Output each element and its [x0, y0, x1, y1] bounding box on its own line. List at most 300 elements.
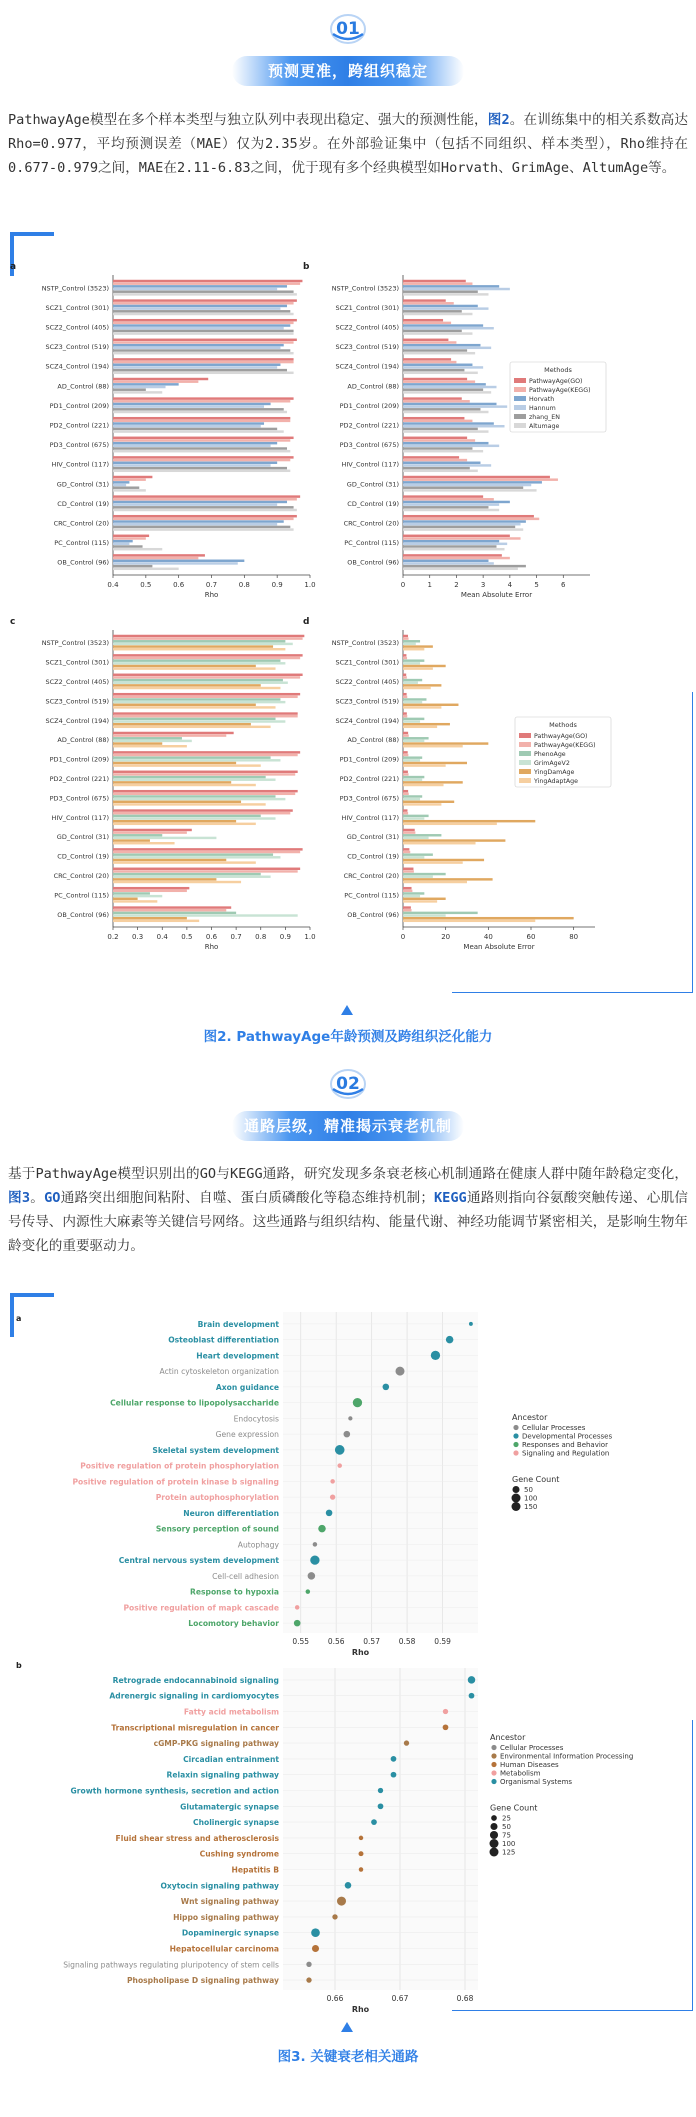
dot-plot-panel-a	[16, 1312, 612, 1657]
category-label: PC_Control (115)	[344, 539, 399, 548]
pathway-label: Hippo signaling pathway	[173, 1912, 279, 1922]
chart-legend	[490, 1733, 634, 1857]
bar	[113, 400, 290, 402]
bar	[113, 723, 251, 725]
bar	[403, 313, 472, 315]
bar	[113, 853, 273, 855]
data-point	[353, 1398, 362, 1407]
bar	[113, 447, 287, 449]
bar	[403, 643, 416, 645]
bar	[403, 654, 406, 656]
size-swatch	[491, 1815, 497, 1821]
data-point	[294, 1620, 301, 1627]
x-tick-label: 0.2	[107, 933, 119, 941]
bar	[403, 679, 422, 681]
category-label: CD_Control (19)	[347, 499, 399, 508]
bar	[403, 478, 558, 480]
bar	[403, 489, 537, 491]
data-point	[344, 1431, 351, 1438]
pathway-label: Dopaminergic synapse	[181, 1928, 279, 1938]
bar	[403, 364, 472, 366]
bar	[113, 637, 303, 639]
bar	[403, 520, 526, 522]
x-axis-label: Rho	[204, 943, 219, 951]
bar	[403, 408, 480, 410]
bar	[113, 302, 294, 304]
section-title-banner	[232, 1111, 464, 1141]
category-label: NSTP_Control (3523)	[331, 639, 399, 648]
category-label: OB_Control (96)	[57, 910, 109, 919]
bar	[113, 290, 294, 292]
size-entry: 75	[502, 1831, 511, 1840]
bar	[403, 439, 475, 441]
bar	[113, 718, 276, 720]
bar	[403, 548, 505, 550]
legend-swatch	[513, 1425, 518, 1430]
bar	[403, 456, 459, 458]
category-label: PD1_Control (209)	[339, 755, 399, 764]
bar	[403, 495, 483, 497]
bar	[113, 831, 187, 833]
x-tick-label: 0.5	[140, 581, 152, 589]
category-label: SCZ4_Control (194)	[45, 716, 109, 725]
bar	[113, 829, 192, 831]
x-axis-label: Rho	[351, 2005, 370, 2014]
bar	[403, 498, 494, 500]
plot-area	[283, 1312, 478, 1633]
bar	[113, 917, 187, 919]
legend-swatch	[519, 760, 531, 765]
section-number: 02	[336, 1074, 360, 1094]
x-tick-label: 0.3	[132, 933, 144, 941]
bar	[403, 662, 420, 664]
size-swatch	[490, 1848, 499, 1857]
section-1-paragraph	[8, 108, 688, 180]
bar	[113, 344, 284, 346]
bar	[113, 299, 297, 301]
x-tick-label: 0	[400, 933, 406, 941]
bar	[113, 679, 283, 681]
bar	[113, 762, 236, 764]
data-point	[295, 1605, 299, 1609]
bar	[113, 771, 298, 773]
bar	[113, 486, 139, 488]
category-label: GD_Control (31)	[56, 480, 109, 489]
bar	[403, 870, 414, 872]
bar	[403, 568, 518, 570]
bar	[403, 509, 499, 511]
x-tick-label: 0.9	[279, 933, 291, 941]
bar	[403, 873, 446, 875]
bar	[403, 698, 426, 700]
section-number-badge	[327, 1065, 369, 1101]
legend-entry: Altumage	[529, 423, 560, 430]
data-point	[443, 1724, 449, 1730]
bar	[403, 809, 407, 811]
bar	[113, 693, 300, 695]
size-entry: 100	[524, 1494, 538, 1503]
legend-entry: PathwayAge(GO)	[529, 378, 583, 385]
x-tick-label: 0.7	[205, 581, 218, 589]
bar	[403, 341, 456, 343]
category-label: CD_Control (19)	[57, 499, 109, 508]
category-label: PD1_Control (209)	[339, 401, 399, 410]
category-label: PC_Control (115)	[344, 891, 399, 900]
category-label: PC_Control (115)	[54, 891, 109, 900]
bar	[113, 310, 290, 312]
figure-reference: 图2	[487, 112, 510, 128]
bar	[113, 388, 146, 390]
pathway-label: Oxytocin signaling pathway	[160, 1881, 279, 1891]
bar	[113, 528, 294, 530]
bar	[403, 369, 464, 371]
bar	[113, 667, 276, 669]
bar	[113, 784, 256, 786]
pathway-label: Cell-cell adhesion	[212, 1571, 279, 1581]
paragraph-text: 。	[30, 1190, 45, 1206]
category-label: OB_Control (96)	[57, 558, 109, 567]
bar	[403, 322, 451, 324]
category-label: SCZ1_Control (301)	[45, 303, 109, 312]
bar	[113, 506, 294, 508]
bar	[403, 339, 448, 341]
category-label: PD2_Control (221)	[339, 775, 399, 783]
category-label: SCZ4_Control (194)	[335, 716, 399, 725]
bar	[113, 803, 266, 805]
bar	[113, 526, 290, 528]
category-label: SCZ3_Control (519)	[335, 697, 399, 706]
category-label: PD1_Control (209)	[49, 755, 109, 764]
bar	[113, 654, 303, 656]
legend-swatch	[514, 405, 526, 410]
pathway-label: cGMP-PKG signaling pathway	[153, 1739, 279, 1749]
bar	[403, 887, 412, 889]
bar	[403, 837, 429, 839]
legend-title: Methods	[544, 366, 572, 374]
bar	[403, 853, 433, 855]
bar	[403, 523, 521, 525]
pathway-label: Heart development	[196, 1351, 279, 1361]
bar	[113, 501, 287, 503]
bar	[403, 737, 429, 739]
bar	[403, 659, 424, 661]
legend-swatch	[514, 423, 526, 428]
bar	[403, 293, 488, 295]
category-label: HIV_Control (117)	[51, 460, 109, 469]
section-number: 01	[336, 19, 360, 39]
bar	[113, 288, 277, 290]
x-tick-label: 0.9	[271, 581, 283, 589]
bar	[113, 720, 285, 722]
data-point	[318, 1525, 326, 1533]
bar	[403, 503, 499, 505]
bar	[113, 420, 290, 422]
bar	[113, 422, 264, 424]
bar	[113, 745, 187, 747]
data-point	[326, 1510, 333, 1517]
bar	[113, 842, 175, 844]
bar	[113, 742, 162, 744]
bar	[113, 425, 261, 427]
bar	[403, 537, 521, 539]
data-point	[348, 1416, 352, 1420]
bar	[113, 726, 271, 728]
bar	[113, 898, 138, 900]
x-tick-label: 40	[483, 933, 493, 941]
bar	[403, 290, 478, 292]
x-tick-label: 0.55	[292, 1637, 310, 1646]
paragraph-text: 。在训练集中的相关系数高达Rho=0.977，平均预测误差（MAE）仅为2.35岁。在外部验证集中（包括不同组织、样本类型），Rho维持在0.677-0.979之间，MAE在2.11-6.83之间，优于现有多个经典模型如Horvath、GrimAge、AltumAge等。	[8, 112, 688, 176]
category-label: PC_Control (115)	[54, 539, 109, 548]
bar	[403, 405, 507, 407]
bar	[403, 526, 515, 528]
bar	[403, 403, 497, 405]
bar	[113, 285, 287, 287]
bar	[403, 430, 488, 432]
bar	[113, 798, 285, 800]
bar	[113, 366, 277, 368]
bar	[403, 831, 415, 833]
bar	[113, 459, 290, 461]
bar	[403, 803, 441, 805]
bar	[403, 319, 443, 321]
bar	[403, 734, 409, 736]
section-number-badge	[327, 10, 369, 46]
bar	[403, 909, 412, 911]
bar	[403, 687, 431, 689]
bar	[403, 640, 420, 642]
bar	[113, 332, 294, 334]
bar	[403, 912, 478, 914]
go-keyword: GO	[44, 1190, 61, 1206]
bar	[113, 380, 198, 382]
category-label: SCZ1_Control (301)	[335, 303, 399, 312]
bar	[403, 506, 488, 508]
pathway-label: Positive regulation of protein kinase b signaling	[72, 1477, 279, 1487]
bar	[113, 706, 276, 708]
legend-entry: Responses and Behavior	[522, 1441, 608, 1449]
bar	[403, 776, 424, 778]
legend-title: Gene Count	[490, 1803, 538, 1813]
bar	[403, 848, 409, 850]
bar	[113, 817, 276, 819]
bar	[403, 442, 488, 444]
bar	[113, 851, 300, 853]
x-tick-label: 0.5	[181, 933, 193, 941]
x-tick-label: 0.67	[391, 1994, 409, 2003]
bar	[113, 715, 298, 717]
data-point	[378, 1788, 383, 1793]
x-tick-label: 0.58	[398, 1637, 416, 1646]
bar	[113, 764, 261, 766]
bar	[403, 358, 451, 360]
category-label: GD_Control (31)	[346, 833, 399, 842]
bar	[403, 648, 424, 650]
bar	[113, 773, 295, 775]
size-entry: 100	[502, 1840, 516, 1848]
bar	[113, 659, 280, 661]
bar	[113, 322, 294, 324]
bar	[113, 520, 284, 522]
bar	[403, 771, 408, 773]
figure-2-caption: 图2. PathwayAge年龄预测及跨组织泛化能力	[203, 1029, 493, 1045]
bar	[113, 293, 297, 295]
section-1-header	[0, 10, 696, 100]
bar	[113, 640, 285, 642]
data-point	[308, 1572, 316, 1580]
category-label: CRC_Control (20)	[53, 872, 109, 880]
bar	[113, 568, 179, 570]
bar	[113, 734, 226, 736]
bar	[403, 545, 497, 547]
size-swatch	[490, 1831, 498, 1839]
bar	[113, 330, 294, 332]
bar	[403, 386, 497, 388]
section-2-paragraph	[8, 1162, 688, 1258]
bar	[113, 635, 304, 637]
bar	[113, 740, 192, 742]
pathway-label: Wnt signaling pathway	[180, 1897, 279, 1907]
pathway-label: Hepatitis B	[231, 1865, 279, 1875]
bar	[113, 776, 266, 778]
bar	[403, 378, 467, 380]
x-tick-label: 1.0	[304, 933, 316, 941]
bar	[113, 372, 294, 374]
x-tick-label: 0	[400, 581, 406, 589]
bar	[403, 693, 407, 695]
pathway-label: Phospholipase D signaling pathway	[126, 1976, 279, 1986]
bar	[113, 518, 294, 520]
bar	[113, 417, 290, 419]
category-label: CD_Control (19)	[347, 852, 399, 861]
bar	[113, 545, 143, 547]
bar	[403, 895, 420, 897]
bar	[403, 388, 483, 390]
bar	[113, 890, 187, 892]
bar	[403, 327, 494, 329]
data-point	[310, 1555, 319, 1564]
bar	[403, 762, 467, 764]
category-label: CRC_Control (20)	[343, 519, 399, 528]
paragraph-text: 通路则指向谷氨酸突触传递、心肌信号传导、内源性大麻素等关键信号网络。这些通路与组织结构、能量代谢、神经功能调节紧密相关，是影响生物年龄变化的重要驱动力。	[8, 1190, 689, 1254]
category-label: SCZ4_Control (194)	[45, 362, 109, 371]
bar	[113, 881, 241, 883]
category-label: PD2_Control (221)	[49, 775, 109, 783]
bar	[113, 478, 146, 480]
x-tick-label: 0.4	[107, 581, 119, 589]
category-label: GD_Control (31)	[56, 833, 109, 842]
bar	[403, 712, 407, 714]
bar	[403, 696, 407, 698]
data-point	[345, 1882, 352, 1889]
pathway-label: Gene expression	[215, 1430, 279, 1440]
bar	[403, 366, 483, 368]
bar	[403, 535, 510, 537]
data-point	[391, 1756, 397, 1762]
legend-swatch	[491, 1770, 496, 1775]
x-tick-label: 3	[480, 581, 486, 589]
bar	[403, 704, 458, 706]
category-label: PD2_Control (221)	[49, 421, 109, 430]
pathway-label: Positive regulation of mapk cascade	[123, 1603, 279, 1613]
legend-swatch	[514, 414, 526, 419]
figure-2-charts	[0, 245, 696, 995]
bar	[403, 859, 484, 861]
bar	[113, 892, 150, 894]
bar	[113, 751, 300, 753]
category-label: PD3_Control (675)	[49, 441, 109, 450]
legend-swatch	[491, 1745, 496, 1750]
bar	[113, 643, 293, 645]
bar	[403, 720, 420, 722]
bar	[403, 310, 462, 312]
pathway-label: Endocytosis	[233, 1414, 279, 1424]
bar	[403, 470, 478, 472]
x-tick-label: 2	[454, 581, 459, 589]
bar	[113, 820, 236, 822]
pathway-label: Fluid shear stress and atherosclerosis	[115, 1833, 279, 1843]
bar	[113, 557, 198, 559]
bar	[113, 484, 126, 486]
bar	[113, 732, 234, 734]
bar	[113, 349, 290, 351]
size-swatch	[512, 1494, 521, 1503]
legend-swatch	[519, 742, 531, 747]
bar-chart-panel-c	[10, 617, 316, 951]
pathway-label: Neuron differentiation	[183, 1508, 279, 1518]
panel-label: d	[303, 617, 310, 627]
data-point	[469, 1693, 475, 1699]
legend-entry: Cellular Processes	[500, 1744, 564, 1752]
bar	[403, 347, 491, 349]
bar	[113, 437, 294, 439]
pathway-label: Relaxin signaling pathway	[166, 1770, 279, 1780]
bar	[113, 339, 297, 341]
x-tick-label: 80	[569, 933, 579, 941]
x-tick-label: 0.57	[363, 1637, 380, 1646]
bar	[403, 851, 410, 853]
pathway-label: Circadian entrainment	[183, 1754, 279, 1764]
bar	[403, 820, 535, 822]
x-axis-label: Mean Absolute Error	[460, 591, 533, 599]
bar	[113, 305, 287, 307]
bar	[113, 712, 298, 714]
bar	[113, 405, 264, 407]
pathway-label: Adrenergic signaling in cardiomyocytes	[109, 1691, 279, 1701]
x-tick-label: 0.56	[327, 1637, 345, 1646]
bar	[403, 839, 505, 841]
bar	[113, 696, 298, 698]
bar	[113, 537, 146, 539]
data-point	[359, 1836, 363, 1840]
bar	[113, 676, 300, 678]
bar	[113, 876, 271, 878]
category-label: AD_Control (88)	[347, 382, 399, 391]
legend-entry: GrimAgeV2	[534, 760, 570, 767]
legend-swatch	[513, 1442, 518, 1447]
bar	[113, 462, 277, 464]
bar	[113, 682, 288, 684]
bar	[113, 280, 302, 282]
category-label: SCZ2_Control (405)	[335, 678, 399, 686]
category-label: HIV_Control (117)	[341, 460, 399, 469]
bar	[113, 812, 290, 814]
data-point	[335, 1445, 345, 1455]
bar	[113, 823, 256, 825]
legend-entry: Developmental Processes	[522, 1432, 613, 1441]
bar	[113, 848, 303, 850]
legend-title: Ancestor	[490, 1733, 526, 1742]
